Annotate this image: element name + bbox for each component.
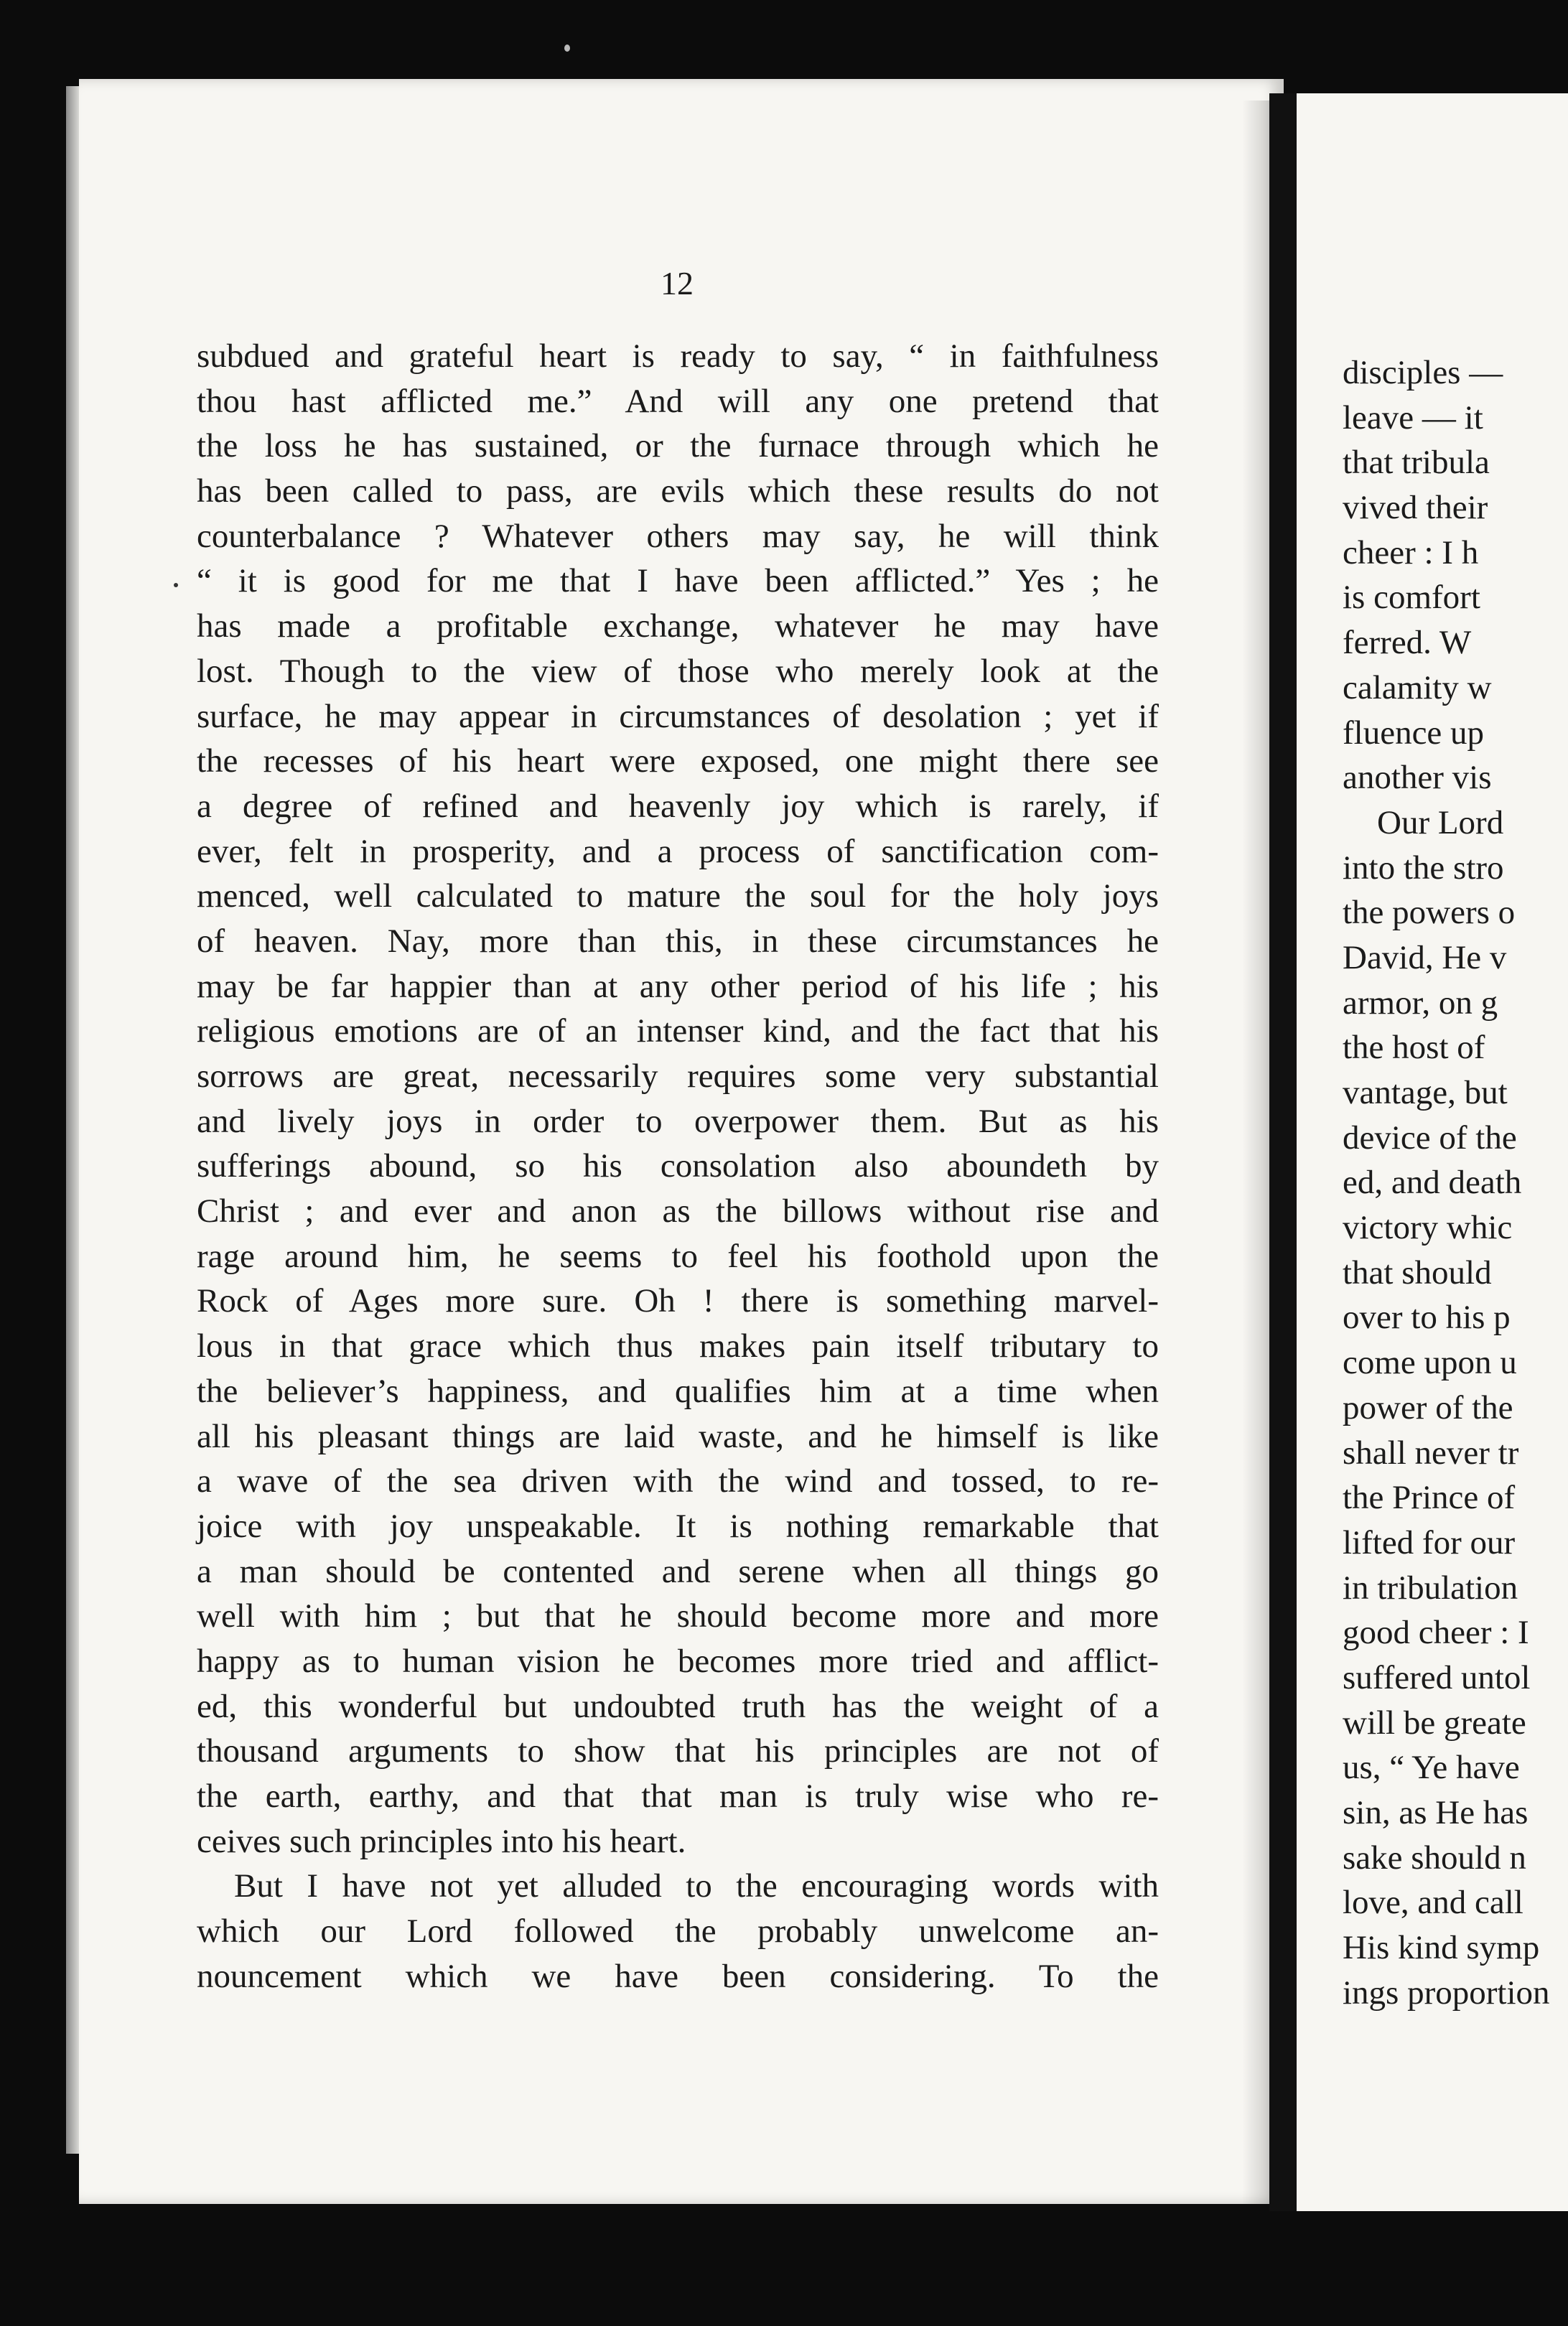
text-line: But I have not yet alluded to the encouraging words with xyxy=(234,1867,1159,1905)
text-line: ings proportion xyxy=(1343,1974,1550,2012)
text-line: lous in that grace which thus makes pain itself tributary to xyxy=(197,1327,1159,1365)
text-line: well with him ; but that he should become more and more xyxy=(197,1597,1159,1635)
text-line: a man should be contented and serene when all things go xyxy=(197,1552,1159,1590)
text-line: device of the xyxy=(1343,1118,1517,1157)
text-line: the host of xyxy=(1343,1029,1485,1067)
text-line: sin, as He has xyxy=(1343,1794,1529,1831)
text-line: “ it is good for me that I have been afflicted.” Yes ; he xyxy=(197,562,1159,600)
scan-speck xyxy=(174,583,178,587)
text-line: the Prince of xyxy=(1343,1479,1516,1517)
text-line: counterbalance ? Whatever others may say, he will think xyxy=(197,517,1159,555)
text-line: surface, he may appear in circumstances of desolation ; yet if xyxy=(197,697,1159,735)
text-line: ed, and death xyxy=(1343,1164,1522,1202)
text-line: the recesses of his heart were exposed, one might there see xyxy=(197,742,1159,780)
text-line: Rock of Ages more sure. Oh ! there is something marvel- xyxy=(197,1282,1159,1320)
text-line: love, and call xyxy=(1343,1884,1523,1922)
text-line: happy as to human vision he becomes more tried and afflict- xyxy=(197,1642,1159,1680)
text-line: come upon u xyxy=(1343,1344,1517,1382)
text-line: which our Lord followed the probably unwelcome an- xyxy=(197,1912,1159,1951)
text-line: His kind symp xyxy=(1343,1929,1540,1967)
text-line: will be greate xyxy=(1343,1704,1526,1742)
text-line: that tribula xyxy=(1343,444,1490,482)
text-line: fluence up xyxy=(1343,714,1485,752)
text-line: has made a profitable exchange, whatever he may have xyxy=(197,607,1159,645)
text-line: menced, well calculated to mature the soul for the holy joys xyxy=(197,877,1159,915)
text-line: is comfort xyxy=(1343,579,1480,617)
text-line: good cheer : I xyxy=(1343,1614,1529,1652)
text-line: sake should n xyxy=(1343,1839,1526,1877)
text-line: the earth, earthy, and that that man is truly wise who re- xyxy=(197,1778,1159,1815)
text-line: all his pleasant things are laid waste, and he himself is like xyxy=(197,1417,1159,1455)
text-line: cheer : I h xyxy=(1343,533,1479,571)
text-line: a degree of refined and heavenly joy which is rarely, if xyxy=(197,787,1159,825)
text-line: ceives such principles into his heart. xyxy=(197,1822,686,1860)
text-line: leave — it xyxy=(1343,398,1483,436)
text-line: Our Lord xyxy=(1377,803,1504,841)
text-line: the loss he has sustained, or the furnace through which he xyxy=(197,427,1159,465)
text-line: ed, this wonderful but undoubted truth has the weight of a xyxy=(197,1687,1159,1725)
text-line: Christ ; and ever and anon as the billows without rise and xyxy=(197,1192,1159,1230)
text-line: over to his p xyxy=(1343,1299,1511,1337)
text-line: religious emotions are of an intenser kind, and the fact that his xyxy=(197,1012,1159,1050)
scan-speck xyxy=(564,45,570,52)
text-line: and lively joys in order to overpower them. But as his xyxy=(197,1102,1159,1140)
text-line: us, “ Ye have xyxy=(1343,1749,1520,1787)
text-line: armor, on g xyxy=(1343,984,1498,1022)
text-line: sorrows are great, necessarily requires some very substantial xyxy=(197,1057,1159,1095)
text-line: ferred. W xyxy=(1343,624,1472,662)
text-line: suffered untol xyxy=(1343,1658,1531,1696)
text-line: victory whic xyxy=(1343,1209,1513,1247)
text-line: into the stro xyxy=(1343,849,1504,887)
text-line: rage around him, he seems to feel his foothold upon the xyxy=(197,1237,1159,1275)
text-line: shall never tr xyxy=(1343,1434,1519,1472)
text-line: vantage, but xyxy=(1343,1074,1508,1111)
right-page-text xyxy=(1343,350,1568,2015)
text-line: vived their xyxy=(1343,489,1488,527)
text-line: David, He v xyxy=(1343,938,1507,976)
text-line: in tribulation xyxy=(1343,1569,1518,1607)
text-line: power of the xyxy=(1343,1388,1513,1426)
text-line: another vis xyxy=(1343,759,1492,797)
text-line: lost. Though to the view of those who merely look at the xyxy=(197,652,1159,690)
text-line: has been called to pass, are evils which these results do not xyxy=(197,472,1159,510)
text-line: that should xyxy=(1343,1253,1492,1292)
text-line: a wave of the sea driven with the wind and tossed, to re- xyxy=(197,1462,1159,1500)
text-line: thousand arguments to show that his principles are not of xyxy=(197,1732,1159,1770)
text-line: the believer’s happiness, and qualifies him at a time when xyxy=(197,1372,1159,1410)
spine-shadow xyxy=(1269,93,1298,2211)
text-line: disciples — xyxy=(1343,354,1503,391)
text-line: ever, felt in prosperity, and a process of sanctification com- xyxy=(197,832,1159,870)
text-line: joice with joy unspeakable. It is nothing remarkable that xyxy=(197,1507,1159,1545)
text-line: nouncement which we have been considering. To the xyxy=(197,1957,1159,1995)
text-line: the powers o xyxy=(1343,894,1516,932)
text-line: sufferings abound, so his consolation also aboundeth by xyxy=(197,1147,1159,1185)
text-line: may be far happier than at any other period of his life ; his xyxy=(197,967,1159,1005)
text-line: of heaven. Nay, more than this, in these circumstances he xyxy=(197,922,1159,960)
text-line: thou hast afflicted me.” And will any one pretend that xyxy=(197,382,1159,420)
text-line: lifted for our xyxy=(1343,1523,1516,1561)
left-page-text xyxy=(197,334,1159,1999)
text-line: calamity w xyxy=(1343,668,1492,706)
text-line: subdued and grateful heart is ready to say, “ in faithfulness xyxy=(197,337,1159,375)
page-number: 12 xyxy=(661,265,694,302)
